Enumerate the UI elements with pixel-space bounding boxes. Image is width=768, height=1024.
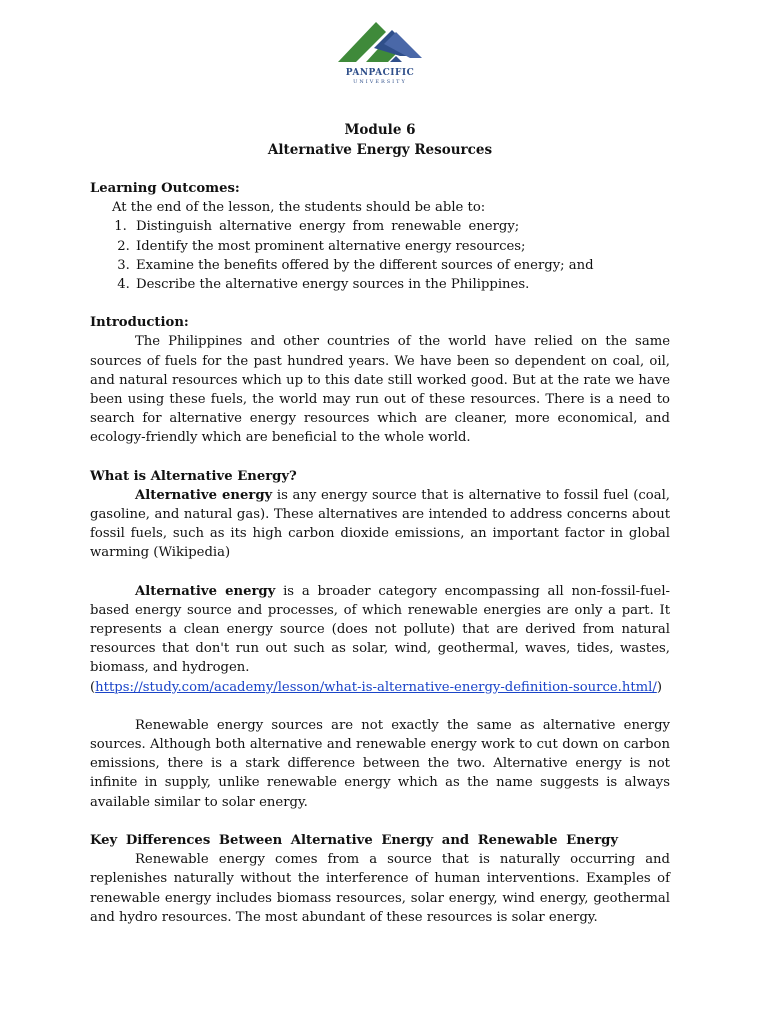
renewable-comparison-paragraph: Renewable energy sources are not exactly the same as alternative energy sources. Although both alternative and renewable energy work to cut down on carbon emissions, there is a stark difference between the two. Alternative energy is not infinite in supply, unlike renewable energy which as the name suggests is always available similar to solar energy. bbox=[90, 717, 670, 810]
list-item: 2. Identify the most prominent alternative energy resources; bbox=[134, 237, 670, 256]
module-number: Module 6 bbox=[344, 122, 416, 138]
learning-outcomes-heading: Learning Outcomes: bbox=[90, 181, 240, 196]
source-link[interactable]: https://study.com/academy/lesson/what-is-alternative-energy-definition-source.html/ bbox=[95, 679, 657, 695]
definition-paragraph-2 bbox=[90, 582, 670, 697]
term-alternative-energy: Alternative energy bbox=[135, 583, 276, 599]
university-logo bbox=[330, 18, 430, 90]
logo-mark-icon bbox=[330, 18, 430, 68]
link-paren-close: ) bbox=[656, 679, 662, 695]
key-differences-paragraph: Renewable energy comes from a source that is naturally occurring and replenishes naturally without the interference of human interventions. Examples of renewable energy includes biomass resources, solar energy, wind energy, geothermal and hydro resources. The most abundant of these resources is solar energy. bbox=[90, 852, 670, 925]
definition-paragraph-1 bbox=[90, 486, 670, 563]
term-alternative-energy: Alternative energy bbox=[135, 487, 273, 503]
learning-outcomes-list bbox=[90, 217, 670, 294]
document-body bbox=[90, 120, 670, 927]
what-is-heading: What is Alternative Energy? bbox=[90, 468, 297, 484]
list-item: 1. Distinguish alternative energy from renewable energy; bbox=[134, 217, 670, 236]
learning-outcomes-intro: At the end of the lesson, the students should be able to: bbox=[112, 200, 486, 216]
module-title: Alternative Energy Resources bbox=[267, 142, 493, 158]
definition-text: is a broader category encompassing all non-fossil-fuel-based energy source and processes, of which renewable energies are only a part. It represents a clean energy source (does not pollute) that are derived from natural resources that don't run out such as solar, wind, geothermal, waves, tides, wastes, biomass, and hydrogen. bbox=[90, 583, 670, 676]
list-item: 3. Examine the benefits offered by the different sources of energy; and bbox=[134, 256, 670, 275]
logo-subtitle: UNIVERSITY bbox=[353, 79, 407, 85]
logo-name: PANPACIFIC bbox=[345, 68, 415, 78]
link-paren-open: ( bbox=[90, 679, 96, 695]
list-item: 4. Describe the alternative energy sources in the Philippines. bbox=[134, 275, 670, 294]
key-differences-heading: Key Differences Between Alternative Energy and Renewable Energy bbox=[90, 832, 619, 848]
definition-text: is any energy source that is alternative to fossil fuel (coal, gasoline, and natural gas). These alternatives are intended to address concerns about fossil fuels, such as its high carbon dioxide emissions, an important factor in global warming (Wikipedia) bbox=[90, 487, 670, 561]
introduction-paragraph: The Philippines and other countries of the world have relied on the same sources of fuels for the past hundred years. We have been so dependent on coal, oil, and natural resources which up to this date still worked good. But at the rate we have been using these fuels, the world may run out of these resources. There is a need to search for alternative energy resources which are cleaner, more economical, and ecology-friendly which are beneficial to the whole world. bbox=[90, 334, 670, 446]
introduction-heading: Introduction: bbox=[90, 315, 189, 331]
